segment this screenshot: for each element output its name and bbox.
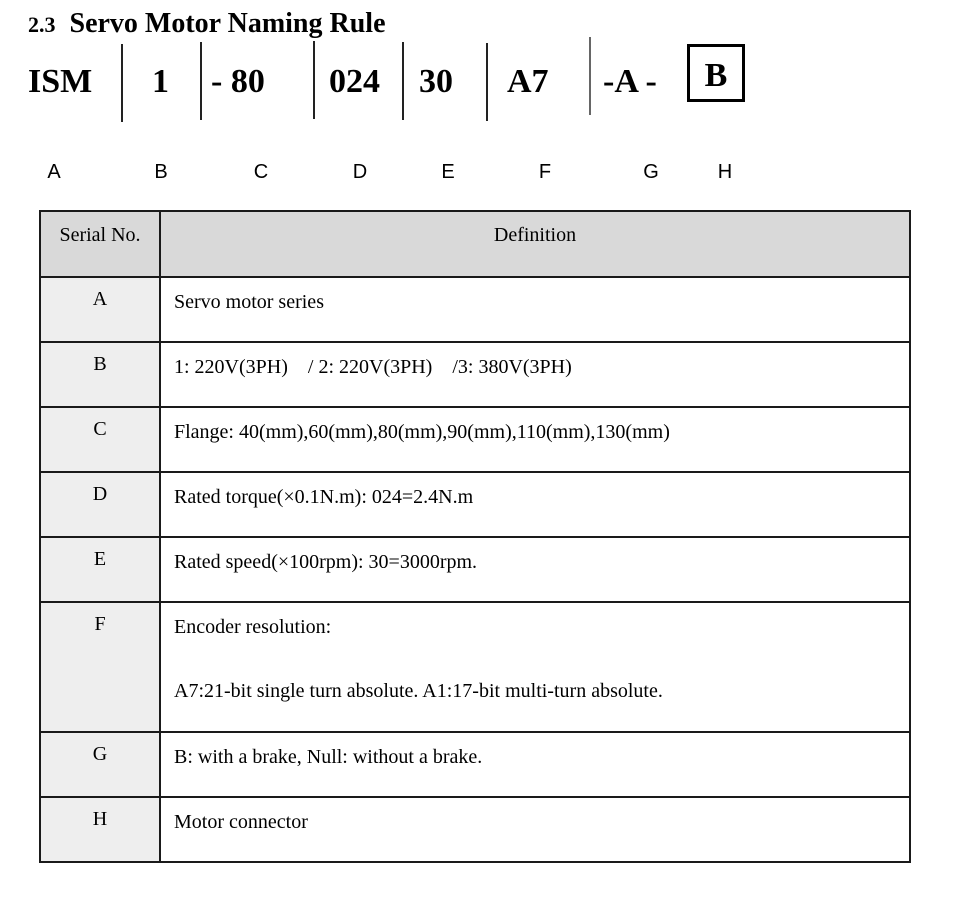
code-letter: A [47,161,61,183]
table-row [40,342,910,407]
serial-cell [40,277,160,342]
serial-value: D [92,483,108,505]
serial-value: F [94,613,106,635]
definition-text: 1: 220V(3PH) / 2: 220V(3PH) /3: 380V(3PH) [174,356,572,378]
definition-cell [160,797,910,862]
definition-cell [160,732,910,797]
definition-cell [160,602,910,732]
definition-text: Flange: 40(mm),60(mm),80(mm),90(mm),110(mm),130(mm) [174,421,670,443]
definition-text: Motor connector [174,811,308,833]
table-row [40,732,910,797]
serial-value: E [93,548,107,570]
table-header-row [40,211,910,277]
section-number: 2.3 [28,12,56,37]
code-letter: G [643,161,659,183]
header-definition [160,211,910,277]
code-letter: H [717,161,733,183]
code-letter: F [538,161,552,183]
code-part-torque: 024 [329,63,380,100]
code-part-encoder: A7 [507,63,549,100]
section-title-text: Servo Motor Naming Rule [69,8,386,39]
definition-cell [160,537,910,602]
definition-text: Encoder resolution: [174,616,332,638]
serial-value: C [93,418,107,440]
definition-text: A7:21-bit single turn absolute. A1:17-bit multi-turn absolute. [174,680,663,702]
code-separator [121,44,123,122]
code-part-connector: B [704,57,728,94]
code-part-brake: -A - [603,63,657,100]
header-serial-no [40,211,160,277]
table-row [40,602,910,732]
code-letter: B [154,161,168,183]
definition-table [39,210,911,863]
serial-cell [40,342,160,407]
serial-cell [40,537,160,602]
definition-cell [160,342,910,407]
table-row [40,797,910,862]
serial-cell [40,732,160,797]
code-letter: C [253,161,269,183]
code-part-connector-box [687,44,745,102]
header-serial-no-label: Serial No. [59,224,141,246]
code-part-series: ISM [28,63,93,100]
definition-text: B: with a brake, Null: without a brake. [174,746,483,768]
serial-value: H [92,808,108,830]
serial-value: A [92,288,108,310]
definition-text: Rated torque(×0.1N.m): 024=2.4N.m [174,486,474,508]
definition-cell [160,277,910,342]
code-separator [200,42,202,120]
serial-cell [40,602,160,732]
definition-cell [160,472,910,537]
code-part-flange: - 80 [211,63,265,100]
code-separator [589,37,591,115]
table-row [40,537,910,602]
serial-cell [40,797,160,862]
code-letter: D [352,161,368,183]
code-part-speed: 30 [419,63,453,100]
serial-cell [40,472,160,537]
table-row [40,277,910,342]
serial-value: G [92,743,108,765]
serial-value: B [93,353,107,375]
definition-cell [160,407,910,472]
serial-cell [40,407,160,472]
definition-text: Servo motor series [174,291,324,313]
table-row [40,407,910,472]
definition-text: Rated speed(×100rpm): 30=3000rpm. [174,551,478,573]
code-separator [486,43,488,121]
code-separator [402,42,404,120]
header-definition-label: Definition [493,224,577,246]
code-letter: E [441,161,455,183]
section-title [28,6,386,43]
table-row [40,472,910,537]
code-part-voltage: 1 [152,63,169,100]
code-separator [313,41,315,119]
